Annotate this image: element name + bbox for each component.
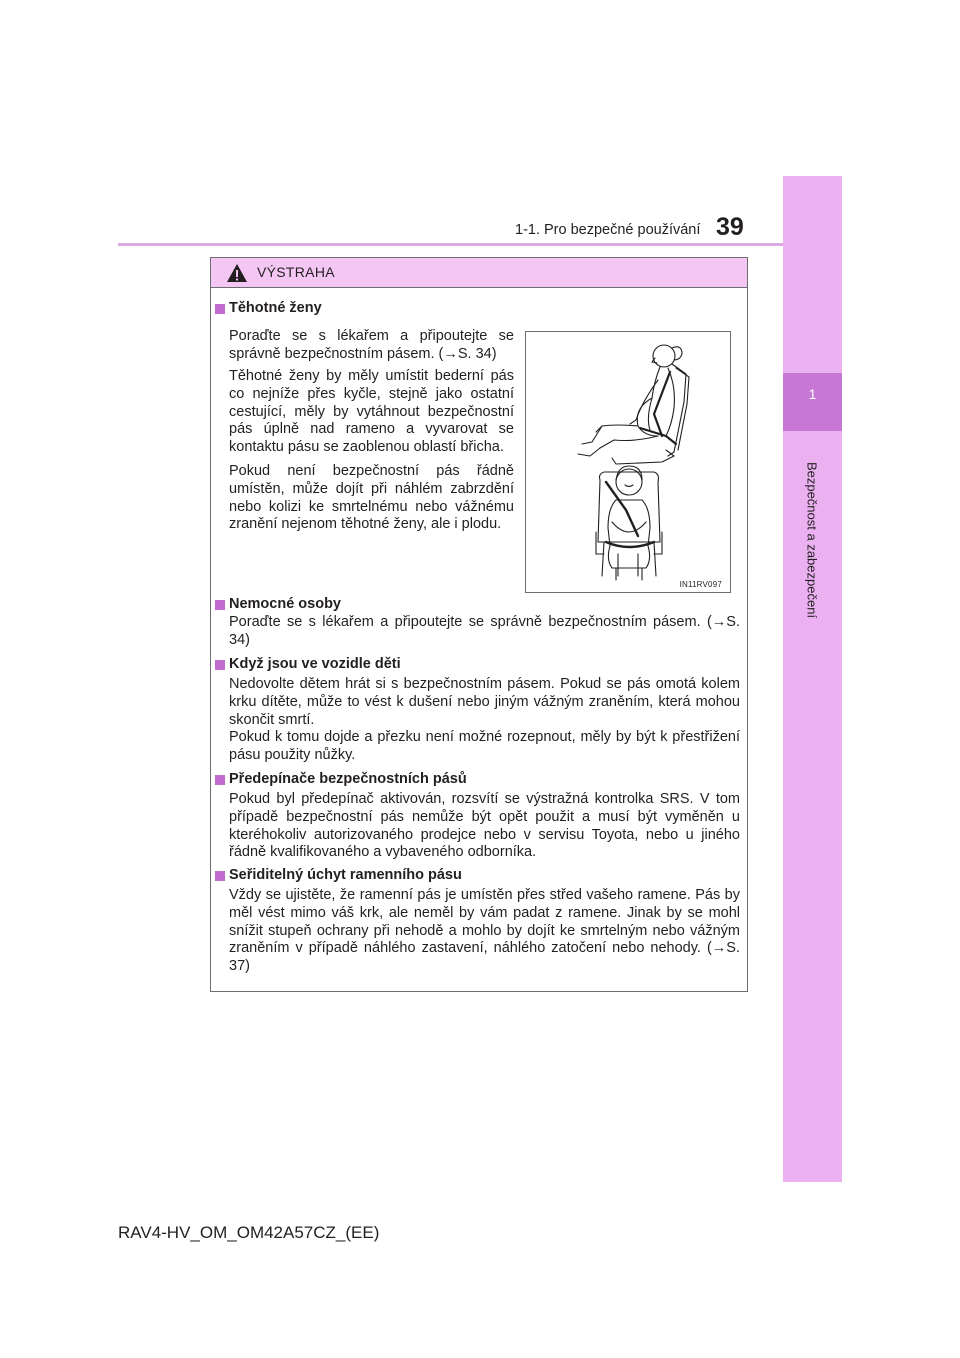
document-code: RAV4-HV_OM_OM42A57CZ_(EE) — [118, 1223, 380, 1242]
chapter-number-tab — [783, 373, 842, 431]
figure-code: IN11RV097 — [679, 580, 722, 589]
chapter-side-tab — [783, 176, 842, 1182]
bullet-square-icon — [215, 775, 225, 785]
warning-header — [211, 258, 747, 288]
item-title-pregnant: Těhotné ženy — [229, 300, 322, 316]
illustration-pregnant-seatbelt — [525, 331, 731, 593]
item-text: Pokud byl předepínač aktivován, rozsvítí se výstražná kontrolka SRS. V tom případě bezpečnostní pás nemůže být opět použit a musí být vyměněn u kteréhokoliv autorizovaného prodejce nebo v servisu Toyota, nebo u jiného řádně kvalifikovaného a vybaveného odborníka. — [229, 791, 740, 861]
item-title-sick: Nemocné osoby — [229, 596, 341, 612]
item-title-pretensioners: Předepínače bezpečnostních pásů — [229, 771, 467, 787]
item-title-children: Když jsou ve vozidle děti — [229, 656, 401, 672]
item-text: Vždy se ujistěte, že ramenní pás je umístěn přes střed vašeho ramene. Pás by měl vést mimo váš krk, ale neměl by vám padat z ramene. Jinak by se mohl snížit stupeň ochrany při nehodě a mohlo by dojít ke smrtelným nebo vážným zraněním v případě náhlého zastavení, náhlého zatočení nebo nehody. (→S. 37) — [229, 887, 740, 975]
section-title: 1-1. Pro bezpečné používání — [515, 222, 701, 238]
bullet-square-icon — [215, 600, 225, 610]
item-text: Těhotné ženy by měly umístit bederní pás co nejníže přes kyčle, stejně jako ostatní cestující, měly by vytáhnout bezpečnostní pás úplně nad rameno a vyvarovat se kontaktu pásu se zaoblenou oblastí břicha. — [229, 368, 514, 456]
item-text: Pokud k tomu dojde a přezku není možné rozepnout, měly by být k přestřižení pásu použity nůžky. — [229, 729, 740, 763]
warning-triangle-icon — [226, 263, 248, 283]
item-text: Poraďte se s lékařem a připoutejte se správně bezpečnostním pásem. (→S. 34) — [229, 328, 514, 362]
bullet-square-icon — [215, 871, 225, 881]
warning-box — [210, 257, 748, 992]
bullet-square-icon — [215, 660, 225, 670]
chapter-title: Bezpečnost a zabezpečení — [804, 461, 820, 619]
page-number: 39 — [716, 213, 744, 241]
item-title-shoulder-anchor: Seřiditelný úchyt ramenního pásu — [229, 867, 462, 883]
header-divider — [118, 243, 783, 246]
item-text: Pokud není bezpečnostní pás řádně umístěn, může dojít při náhlém zabrzdění nebo kolizi ke smrtelnému nebo vážnému zranění nejenom těhotné ženy, ale i plodu. — [229, 463, 514, 533]
warning-title: VÝSTRAHA — [257, 264, 335, 280]
pregnant-woman-illustration — [526, 332, 730, 592]
item-text: Nedovolte dětem hrát si s bezpečnostním pásem. Pokud se pás omotá kolem krku dítěte, může to vést k dušení nebo jiným vážným zraněním, která mohou skončit smrtí. — [229, 676, 740, 728]
item-text: Poraďte se s lékařem a připoutejte se správně bezpečnostním pásem. (→S. 34) — [229, 614, 740, 648]
bullet-square-icon — [215, 304, 225, 314]
chapter-number: 1 — [808, 386, 817, 402]
